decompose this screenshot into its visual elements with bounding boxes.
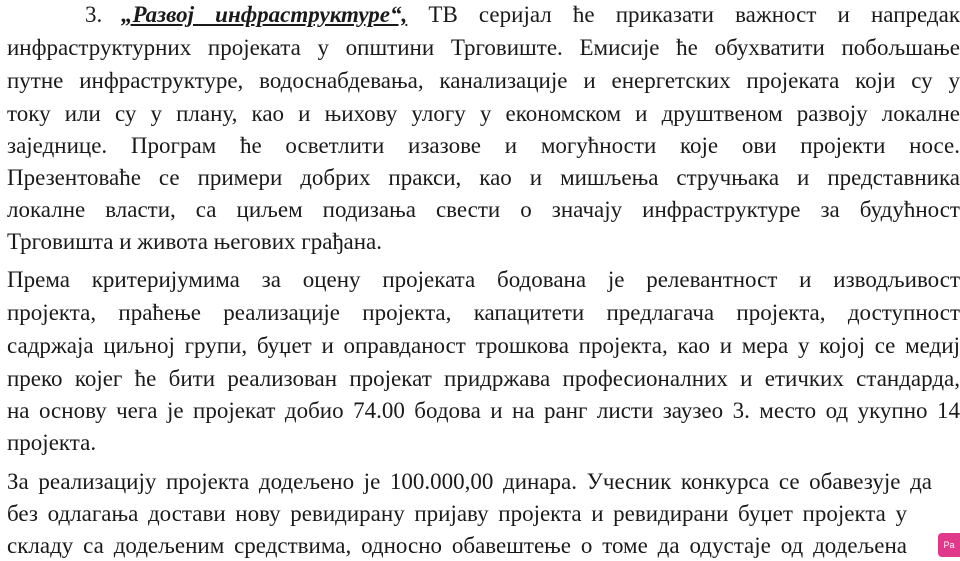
section-line-4: току или су у плану, као и њихову улогу у економском и друштвеном развоју локалне: [7, 101, 960, 126]
evaluation-line-2: пројекта, праћење реализације пројекта, капацитети предлагача пројекта, доступност: [7, 300, 960, 325]
section-heading-line: [7, 0, 960, 30]
section-line-2: инфраструктурних пројеката у општини Трговиште. Емисије ће обухватити побољшање: [7, 35, 960, 60]
section-line-6: Презентоваће се примери добрих пракси, као и мишљења стручњака и представника: [7, 165, 960, 190]
evaluation-line-1: Према критеријумима за оцену пројеката бодована је релевантност и изводљивост: [7, 267, 960, 292]
section-title: „Развој инфраструктуре“,: [121, 2, 408, 27]
evaluation-line-4: преко којег ће бити реализован пројекат придржава професионалних и етичких стандарда,: [7, 366, 960, 391]
section-line-7: локалне власти, са циљем подизања свести о значају инфраструктуре за будућност: [7, 197, 960, 222]
section-line-3: путне инфраструктуре, водоснабдевања, канализације и енергетских пројеката који су у: [7, 68, 960, 93]
funding-line-1: За реализацију пројекта додељено је 100.000,00 динара. Учесник конкурса се обавезује да: [7, 469, 932, 494]
funding-line-2: без одлагања достави нову ревидирану пријаву пројекта и ревидирани буџет пројекта у: [7, 501, 907, 526]
section-line-5: заједнице. Програм ће осветлити изазове и могућности које ови пројекти носе.: [7, 133, 960, 158]
evaluation-line-3: садржаја циљној групи, буџет и оправданост трошкова пројекта, као и мера у којој се медиј: [7, 333, 960, 358]
funding-line-3: складу са додељеним средствима, односно обавештење о томе да одустаје од додељена: [7, 533, 907, 558]
corner-badge[interactable]: Pa: [938, 533, 960, 557]
section-line-1: ТВ серијал ће приказати важност и напредак: [428, 2, 960, 27]
evaluation-line-6: пројекта.: [7, 430, 97, 455]
section-line-8: Трговишта и живота његових грађана.: [7, 229, 382, 254]
evaluation-line-5: на основу чега је пројекат добио 74.00 бодова и на ранг листи заузео 3. место од укупно 14: [7, 398, 960, 423]
section-number: 3.: [85, 2, 103, 27]
